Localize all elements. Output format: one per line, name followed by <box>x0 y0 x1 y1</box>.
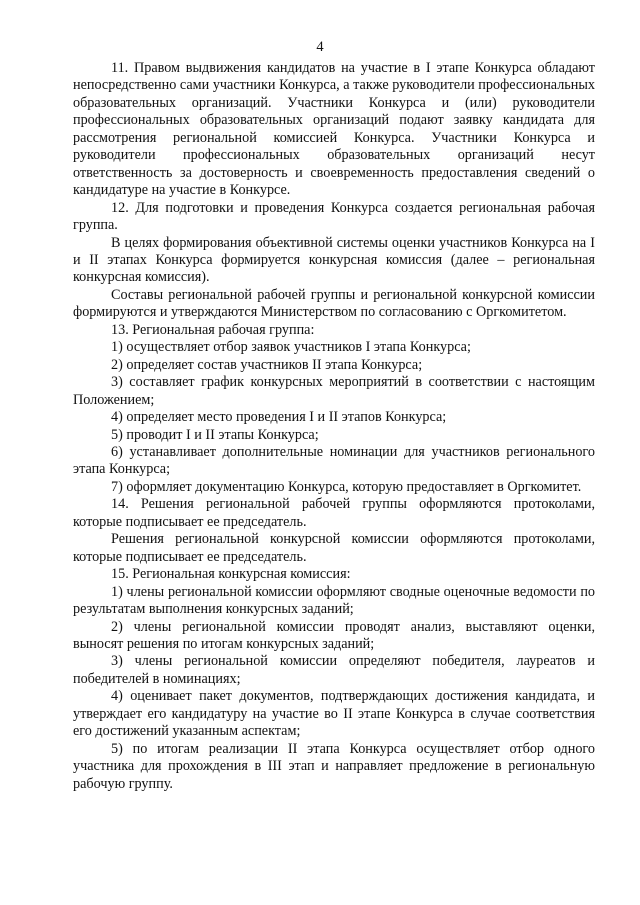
paragraph-11-nomination-rights: 11. Правом выдвижения кандидатов на участие в I этапе Конкурса обладают непосредственно сами участники Конкурса, а также руководители профессиональных образовательных организаций. Участники Конкурса и (или) руководители профессиональных образовательных организаций подают заявку кандидата для рассмотрения региональной комиссией Конкурса. Участники Конкурса и руководители профессиональных образовательных организаций несут ответственность за достоверность и своевременность предоставления сведений о кандидатуре на участие в Конкурсе. <box>73 60 595 199</box>
paragraph-13-heading: 13. Региональная рабочая группа: <box>111 321 315 338</box>
paragraph-12-working-group: 12. Для подготовки и проведения Конкурса создается региональная рабочая группа. <box>73 199 595 234</box>
paragraph-14-working-group-protocols: 14. Решения региональной рабочей группы оформляются протоколами, которые подписывает ее председатель. <box>73 496 595 530</box>
paragraph-15-heading: 15. Региональная конкурсная комиссия: <box>111 566 351 583</box>
document-body <box>73 60 595 793</box>
list-item-15-4: 4) оценивает пакет документов, подтверждающих достижения кандидата, и утверждает его кандидатуру на участие во II этапе Конкурса в случае соответствия его достижений указанным аспектам; <box>73 688 595 740</box>
list-item-15-1: 1) члены региональной комиссии оформляют сводные оценочные ведомости по результатам выполнения конкурсных заданий; <box>73 583 595 618</box>
list-item-13-5: 5) проводит I и II этапы Конкурса; <box>111 426 319 443</box>
list-item-13-3: 3) составляет график конкурсных мероприятий в соответствии с настоящим Положением; <box>73 374 595 408</box>
list-item-15-2: 2) члены региональной комиссии проводят анализ, выставляют оценки, выносят решения по итогам конкурсных заданий; <box>73 618 595 652</box>
list-item-13-1: 1) осуществляет отбор заявок участников I этапа Конкурса; <box>111 339 471 356</box>
list-item-15-3: 3) члены региональной комиссии определяют победителя, лауреатов и победителей в номинациях; <box>73 653 595 687</box>
paragraph-compositions: Составы региональной рабочей группы и региональной конкурсной комиссии формируются и утверждаются Министерством по согласованию с Оргкомитетом. <box>73 286 595 321</box>
list-item-13-6: 6) устанавливает дополнительные номинации для участников регионального этапа Конкурса; <box>73 443 595 478</box>
page-number: 4 <box>316 39 324 55</box>
list-item-13-2: 2) определяет состав участников II этапа Конкурса; <box>111 356 423 373</box>
paragraph-competition-commission: В целях формирования объективной системы оценки участников Конкурса на I и II этапах Конкурса формируется конкурсная комиссия (далее – региональная конкурсная комиссия). <box>73 234 595 286</box>
list-item-15-5: 5) по итогам реализации II этапа Конкурса осуществляет отбор одного участника для прохождения в III этап и направляет предложение в региональную рабочую группу. <box>73 740 595 792</box>
list-item-13-4: 4) определяет место проведения I и II этапов Конкурса; <box>111 409 447 426</box>
list-item-13-7: 7) оформляет документацию Конкурса, которую предоставляет в Оргкомитет. <box>111 478 582 495</box>
paragraph-commission-protocols: Решения региональной конкурсной комиссии оформляются протоколами, которые подписывает ее председатель. <box>73 531 595 565</box>
